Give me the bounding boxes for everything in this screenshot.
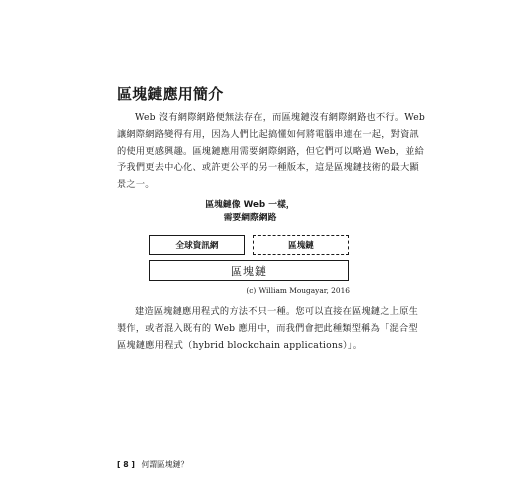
world-wide-web-label: 全球資訊網: [175, 241, 219, 251]
paragraph-line: 建造區塊鏈應用程式的方法不只一種。您可以直接在區塊鏈之上原生: [135, 306, 419, 317]
page-footer: [117, 459, 188, 470]
blockchain-dashed-label: 區塊鏈: [288, 241, 314, 251]
blockchain-base-label: 區塊鏈: [231, 264, 267, 278]
intro-paragraph: [117, 110, 426, 194]
paragraph-line: 讓網際網路變得有用，因為人們比起搞懂如何將電腦串連在一起，對資訊: [117, 128, 419, 140]
figure-caption-line: 需要網際網路: [223, 213, 277, 223]
paragraph-line: 的使用更感興趣。區塊鏈應用需要網際網路，但它們可以略過 Web，並給: [117, 145, 425, 157]
page-number: [ 8 ]: [117, 460, 135, 469]
world-wide-web-box: [149, 235, 245, 255]
second-paragraph: [117, 304, 419, 354]
figure-credit: (c) William Mougayar, 2016: [246, 286, 350, 295]
blockchain-dashed-box: [253, 235, 349, 255]
paragraph-line: 區塊鏈應用程式（hybrid blockchain applications）」。: [117, 339, 363, 351]
paragraph-line: 景之一。: [117, 179, 155, 191]
paragraph-line: 予我們更去中心化、或許更公平的另一種版本，這是區塊鏈技術的最大顯: [117, 162, 419, 174]
paragraph-line: Web 沒有網際網路便無法存在，而區塊鏈沒有網際網路也不行。Web: [135, 112, 426, 123]
figure-caption-line: 區塊鏈像 Web 一樣，: [205, 200, 295, 210]
figure-caption: [150, 199, 350, 225]
section-title: 區塊鏈應用簡介: [117, 85, 224, 103]
chapter-title: 何謂區塊鏈？: [141, 460, 189, 469]
paragraph-line: 製作，或者混入既有的 Web 應用中，而我們會把此種類型稱為「混合型: [117, 322, 418, 334]
blockchain-base-box: [149, 260, 349, 281]
